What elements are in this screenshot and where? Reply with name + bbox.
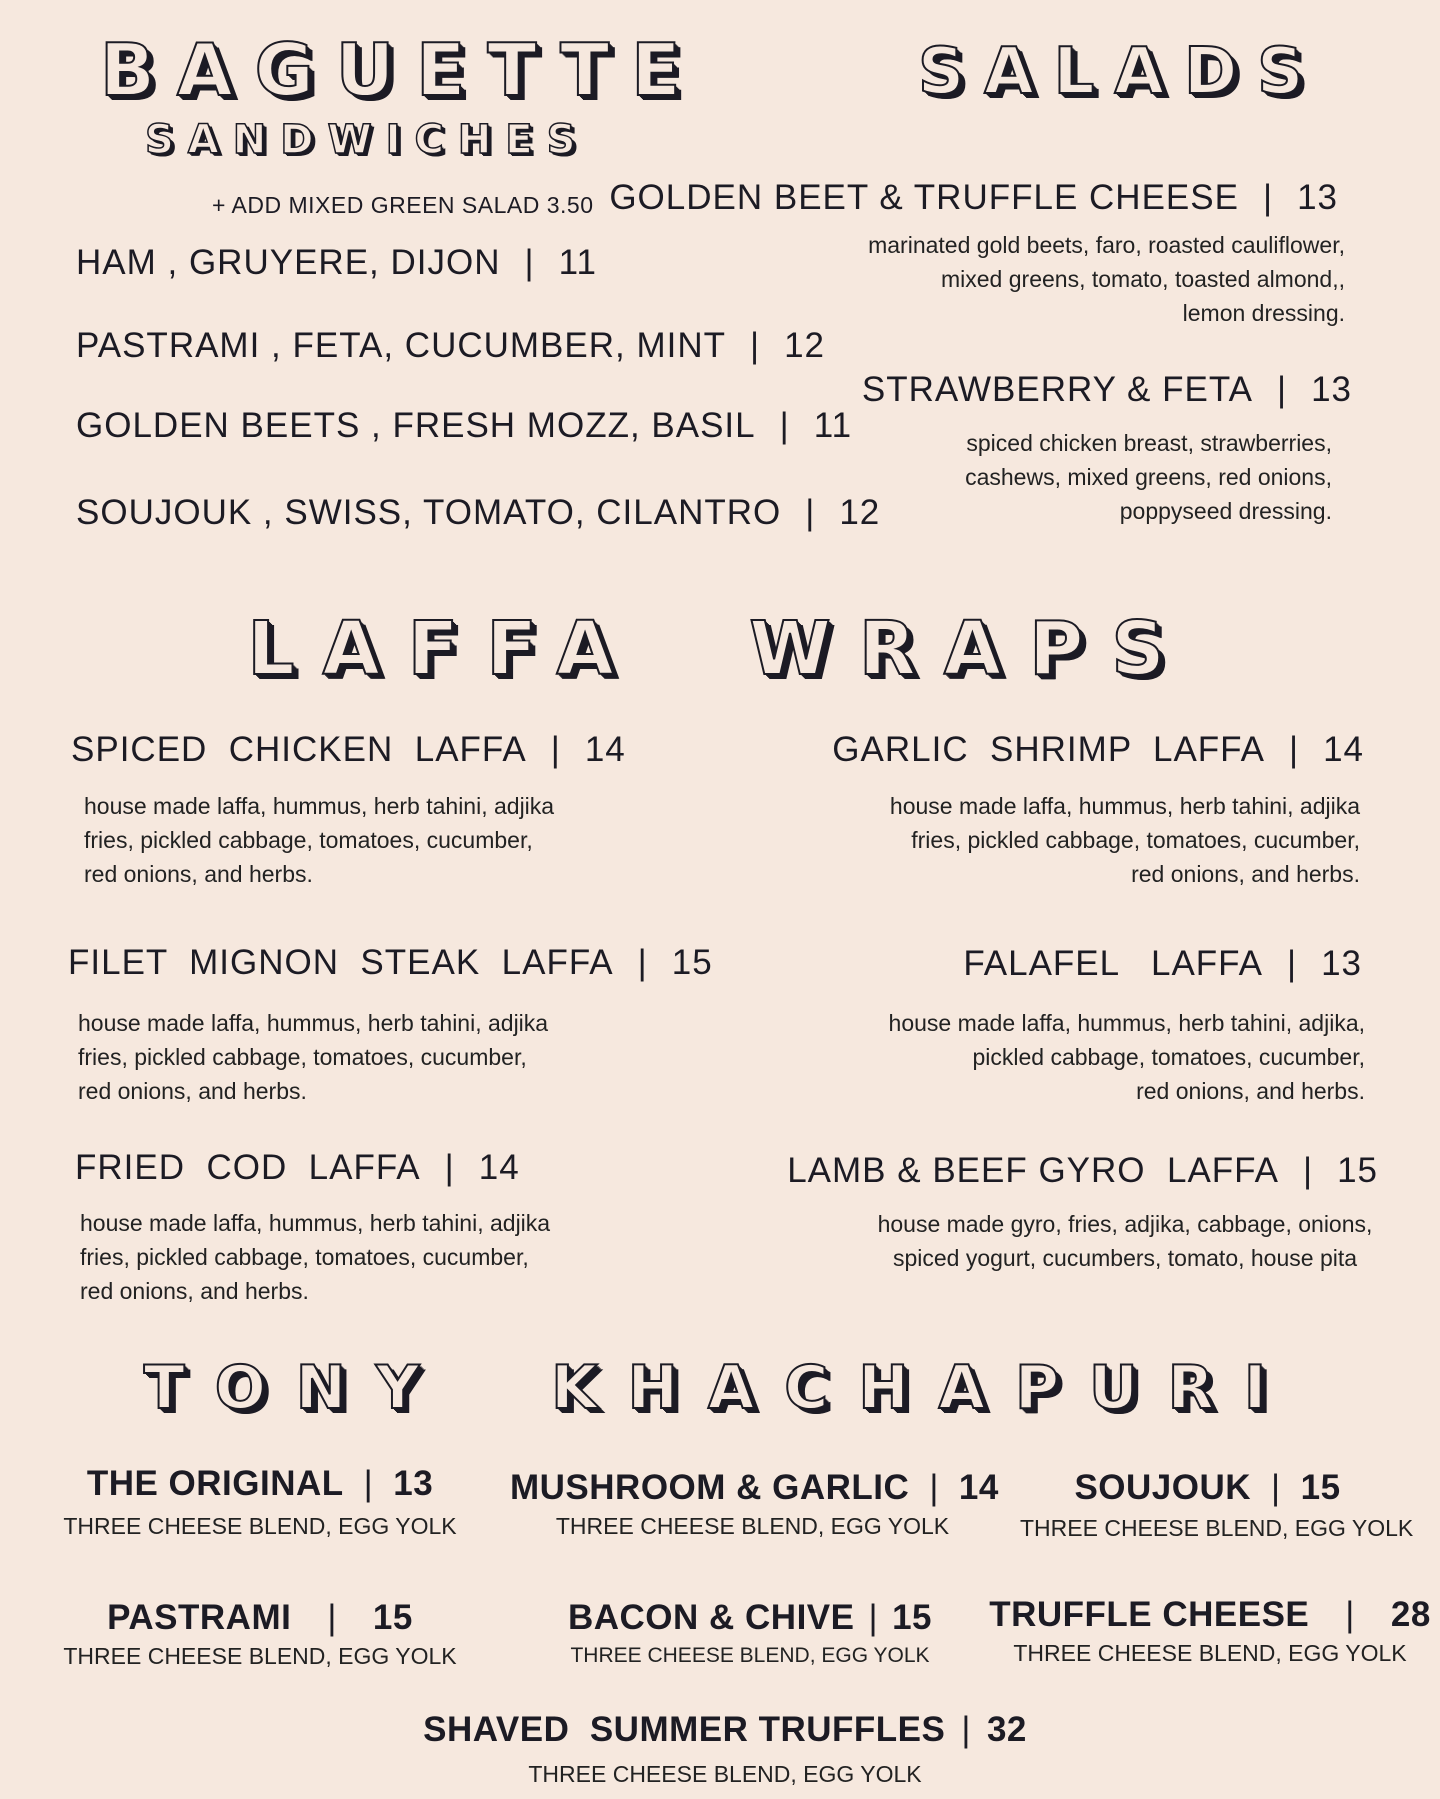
menu-item-laffa-2 xyxy=(68,945,713,980)
menu-item-baguette-2 xyxy=(76,408,852,443)
menu-item-baguette-3 xyxy=(76,495,880,530)
khachapuri-item-desc: THREE CHEESE BLEND, EGG YOLK xyxy=(1020,1515,1414,1541)
khachapuri-item-5 xyxy=(985,1597,1435,1665)
item-price: 12 xyxy=(784,326,826,365)
item-separator: | xyxy=(550,730,561,769)
item-price: 12 xyxy=(839,493,881,532)
item-name: FRIED COD LAFFA xyxy=(75,1148,421,1187)
laffa-desc-1 xyxy=(890,789,1360,891)
khachapuri-item-6 xyxy=(420,1712,1030,1786)
desc-line: spiced yogurt, cucumbers, tomato, house pita xyxy=(892,1245,1358,1271)
item-name: GARLIC SHRIMP LAFFA xyxy=(832,730,1265,769)
menu-item-laffa-5 xyxy=(787,1153,1378,1188)
baguette-title: BAGUETTE xyxy=(100,28,703,112)
menu-item-laffa-4 xyxy=(75,1150,520,1185)
desc-line: fries, pickled cabbage, tomatoes, cucumber, xyxy=(84,827,533,853)
item-separator: | xyxy=(1286,944,1298,983)
item-name: PASTRAMI xyxy=(107,1598,292,1637)
item-price: 11 xyxy=(813,406,853,445)
item-price: 15 xyxy=(671,943,713,982)
menu-item-baguette-1 xyxy=(76,328,825,363)
desc-line: poppyseed dressing. xyxy=(1119,498,1332,524)
item-name: GOLDEN BEETS , FRESH MOZZ, BASIL xyxy=(76,406,756,445)
salads-title: SALADS xyxy=(918,35,1324,109)
item-separator: | xyxy=(327,1598,337,1637)
desc-line: fries, pickled cabbage, tomatoes, cucumber, xyxy=(78,1044,527,1070)
khachapuri-item-desc: THREE CHEESE BLEND, EGG YOLK xyxy=(570,1644,930,1667)
khachapuri-item-title xyxy=(40,1600,480,1635)
khachapuri-item-title xyxy=(985,1597,1435,1632)
khachapuri-item-desc: THREE CHEESE BLEND, EGG YOLK xyxy=(555,1513,950,1539)
item-separator: | xyxy=(1276,370,1288,409)
desc-line: cashews, mixed greens, red onions, xyxy=(965,464,1332,490)
item-price: 13 xyxy=(1321,944,1362,983)
item-separator: | xyxy=(961,1710,971,1749)
laffa-desc-0 xyxy=(84,789,554,891)
desc-line: fries, pickled cabbage, tomatoes, cucumber, xyxy=(911,827,1360,853)
menu-item-laffa-1 xyxy=(832,732,1364,767)
salad-desc-1 xyxy=(965,426,1332,528)
khachapuri-item-desc: THREE CHEESE BLEND, EGG YOLK xyxy=(63,1513,457,1539)
menu-item-laffa-3 xyxy=(963,946,1362,981)
laffa-desc-5 xyxy=(870,1207,1380,1275)
desc-line: lemon dressing. xyxy=(1182,300,1345,326)
item-separator: | xyxy=(868,1598,879,1637)
item-name: GOLDEN BEET & TRUFFLE CHEESE xyxy=(609,178,1239,217)
khachapuri-item-title xyxy=(510,1600,990,1635)
laffa-desc-2 xyxy=(78,1006,548,1108)
khachapuri-item-4 xyxy=(510,1600,990,1666)
khachapuri-title: TONY KHACHAPURI xyxy=(143,1353,1297,1423)
item-price: 14 xyxy=(584,730,626,769)
item-separator: | xyxy=(637,943,648,982)
item-price: 15 xyxy=(1337,1151,1378,1190)
item-name: FILET MIGNON STEAK LAFFA xyxy=(68,943,614,982)
item-name: LAMB & BEEF GYRO LAFFA xyxy=(787,1151,1279,1190)
khachapuri-item-desc: THREE CHEESE BLEND, EGG YOLK xyxy=(63,1643,457,1669)
item-name: STRAWBERRY & FETA xyxy=(861,370,1253,409)
baguette-addon: + ADD MIXED GREEN SALAD 3.50 xyxy=(212,192,594,218)
khachapuri-item-title xyxy=(1020,1470,1395,1505)
item-name: BACON & CHIVE xyxy=(567,1598,855,1637)
desc-line: house made laffa, hummus, herb tahini, adjika xyxy=(84,793,555,819)
menu-item-salad-0 xyxy=(609,180,1338,215)
item-name: PASTRAMI , FETA, CUCUMBER, MINT xyxy=(76,326,726,365)
khachapuri-item-desc: THREE CHEESE BLEND, EGG YOLK xyxy=(1013,1640,1407,1666)
desc-line: red onions, and herbs. xyxy=(84,861,313,887)
desc-line: red onions, and herbs. xyxy=(1136,1078,1365,1104)
desc-line: red onions, and herbs. xyxy=(78,1078,307,1104)
item-name: SHAVED SUMMER TRUFFLES xyxy=(423,1710,946,1749)
item-price: 32 xyxy=(986,1710,1027,1749)
item-price: 15 xyxy=(372,1598,413,1637)
desc-line: fries, pickled cabbage, tomatoes, cucumber, xyxy=(80,1244,529,1270)
menu-item-salad-1 xyxy=(862,372,1352,407)
laffa-desc-4 xyxy=(80,1206,550,1308)
item-price: 15 xyxy=(892,1598,933,1637)
desc-line: red onions, and herbs. xyxy=(80,1278,309,1304)
item-price: 14 xyxy=(1323,730,1364,769)
khachapuri-item-title xyxy=(420,1712,1030,1747)
khachapuri-item-3 xyxy=(40,1600,480,1668)
desc-line: marinated gold beets, faro, roasted cauliflower, xyxy=(868,232,1345,258)
item-price: 14 xyxy=(958,1468,999,1507)
desc-line: spiced chicken breast, strawberries, xyxy=(966,430,1332,456)
item-name: SOUJOUK , SWISS, TOMATO, CILANTRO xyxy=(76,493,782,532)
item-separator: | xyxy=(363,1464,374,1503)
item-separator: | xyxy=(524,243,535,282)
desc-line: house made gyro, fries, adjika, cabbage, onions, xyxy=(877,1211,1373,1237)
item-separator: | xyxy=(1271,1468,1281,1507)
item-separator: | xyxy=(1302,1151,1314,1190)
desc-line: red onions, and herbs. xyxy=(1131,861,1360,887)
khachapuri-item-title xyxy=(510,1468,999,1507)
item-separator: | xyxy=(779,406,790,445)
khachapuri-item-2 xyxy=(1020,1468,1414,1541)
desc-line: mixed greens, tomato, toasted almond,, xyxy=(941,266,1345,292)
item-separator: | xyxy=(750,326,761,365)
item-name: HAM , GRUYERE, DIJON xyxy=(76,243,501,282)
desc-line: house made laffa, hummus, herb tahini, adjika xyxy=(80,1210,551,1236)
item-name: SPICED CHICKEN LAFFA xyxy=(71,730,527,769)
item-price: 13 xyxy=(1297,178,1338,217)
item-name: MUSHROOM & GARLIC xyxy=(510,1468,910,1507)
laffa-title: LAFFA WRAPS xyxy=(247,606,1193,692)
desc-line: house made laffa, hummus, herb tahini, adjika xyxy=(78,1010,549,1036)
item-name: TRUFFLE CHEESE xyxy=(989,1595,1310,1634)
item-price: 13 xyxy=(393,1464,434,1503)
laffa-desc-3 xyxy=(889,1006,1365,1108)
item-name: SOUJOUK xyxy=(1074,1468,1252,1507)
desc-line: pickled cabbage, tomatoes, cucumber, xyxy=(972,1044,1365,1070)
khachapuri-item-desc: THREE CHEESE BLEND, EGG YOLK xyxy=(528,1761,922,1787)
khachapuri-item-1 xyxy=(510,1468,999,1539)
item-price: 28 xyxy=(1390,1595,1431,1634)
khachapuri-item-0 xyxy=(40,1466,480,1538)
item-name: THE ORIGINAL xyxy=(86,1464,344,1503)
item-separator: | xyxy=(805,493,816,532)
khachapuri-item-title xyxy=(40,1466,480,1501)
item-separator: | xyxy=(1345,1595,1355,1634)
salad-desc-0 xyxy=(868,228,1345,330)
item-name: FALAFEL LAFFA xyxy=(963,944,1263,983)
menu-item-baguette-0 xyxy=(76,245,597,280)
desc-line: house made laffa, hummus, herb tahini, adjika xyxy=(889,793,1360,819)
item-separator: | xyxy=(444,1148,455,1187)
item-price: 15 xyxy=(1300,1468,1341,1507)
item-price: 13 xyxy=(1311,370,1352,409)
item-separator: | xyxy=(1262,178,1274,217)
item-separator: | xyxy=(1288,730,1300,769)
desc-line: house made laffa, hummus, herb tahini, adjika, xyxy=(888,1010,1365,1036)
item-price: 14 xyxy=(478,1148,520,1187)
item-separator: | xyxy=(929,1468,939,1507)
menu-item-laffa-0 xyxy=(71,732,626,767)
item-price: 11 xyxy=(558,243,597,282)
baguette-subtitle: SANDWICHES xyxy=(145,117,590,163)
